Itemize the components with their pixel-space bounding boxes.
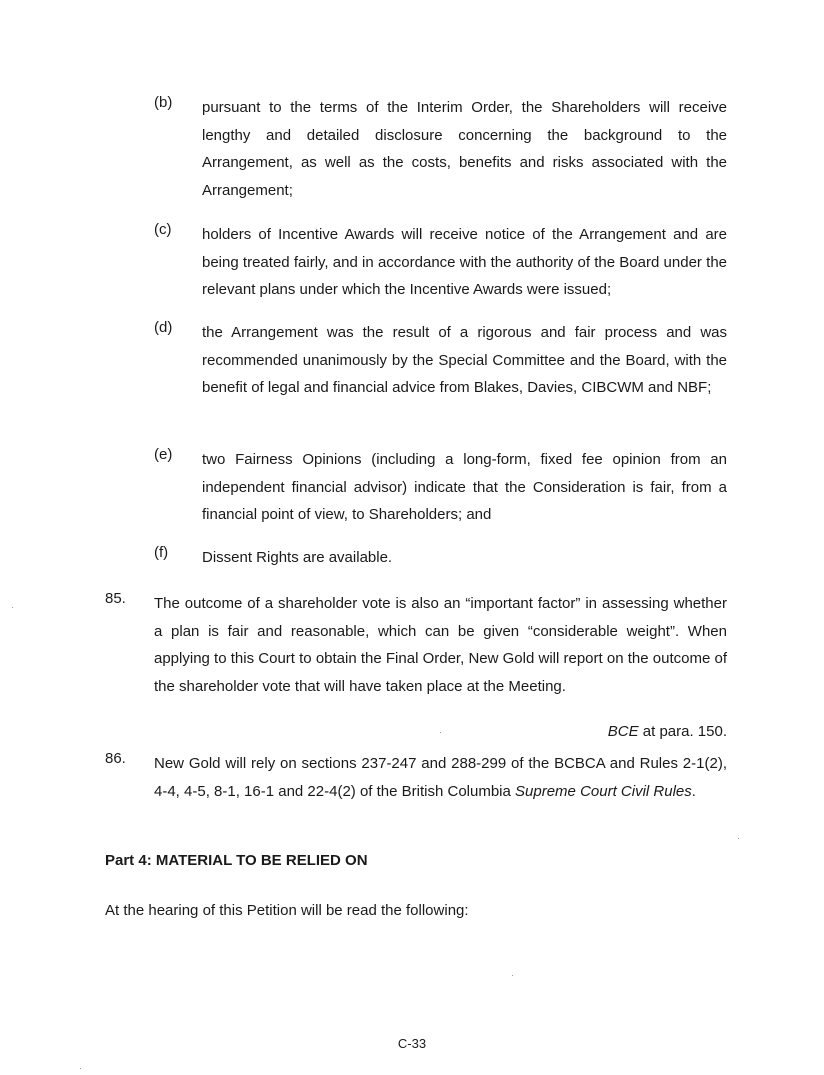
case-citation	[608, 718, 727, 746]
subparagraph-d	[154, 319, 727, 402]
statute-title: Supreme Court Civil Rules	[515, 782, 692, 800]
subparagraph-c	[154, 221, 727, 304]
citation-pinpoint: at para. 150.	[638, 723, 727, 740]
subparagraph-text: holders of Incentive Awards will receive notice of the Arrangement and are being treated fairly, and in accordance with the authority of the Board under the relevant plans under which the Incentive Awards were issued;	[202, 226, 727, 298]
paragraph-85	[105, 590, 727, 700]
subparagraph-label: (b)	[154, 94, 173, 111]
subparagraph-b	[154, 94, 727, 204]
scan-speck	[80, 1068, 81, 1069]
subparagraph-text: the Arrangement was the result of a rigorous and fair process and was recommended unanimously by the Special Committee and the Board, with the benefit of legal and financial advice from Blakes, Davies, CIBCWM and NBF;	[202, 324, 727, 396]
scan-speck	[738, 838, 739, 839]
paragraph-number: 86.	[105, 750, 126, 767]
subparagraph-e	[154, 446, 727, 529]
section-intro: At the hearing of this Petition will be read the following:	[105, 902, 469, 919]
paragraph-text	[154, 750, 727, 805]
scan-speck	[12, 607, 13, 608]
paragraph-86	[105, 750, 727, 805]
subparagraph-text: two Fairness Opinions (including a long-form, fixed fee opinion from an independent financial advisor) indicate that the Consideration is fair, from a financial point of view, to Shareholders; and	[202, 451, 727, 523]
paragraph-number: 85.	[105, 590, 126, 607]
subparagraph-text: pursuant to the terms of the Interim Order, the Shareholders will receive lengthy and detailed disclosure concerning the background to the Arrangement, as well as the costs, benefits and risks associated with the Arrangement;	[202, 99, 727, 199]
subparagraph-text: Dissent Rights are available.	[202, 549, 393, 566]
scan-speck	[440, 732, 441, 733]
scan-speck	[512, 975, 513, 976]
subparagraph-label: (d)	[154, 319, 173, 336]
subparagraph-label: (e)	[154, 446, 173, 463]
subparagraph-label: (c)	[154, 221, 172, 238]
page-number: C-33	[397, 1036, 427, 1051]
subparagraph-f	[154, 544, 727, 572]
citation-case-name: BCE	[607, 723, 639, 740]
paragraph-text-end: .	[691, 782, 696, 800]
paragraph-text-main: New Gold will rely on sections 237-247 and 288-299 of the BCBCA and Rules 2-1(2), 4-4, 4-5, 8-1, 16-1 and 22-4(2) of the British Columbia	[154, 755, 727, 800]
section-heading: Part 4: MATERIAL TO BE RELIED ON	[105, 852, 368, 869]
paragraph-text: The outcome of a shareholder vote is also an “important factor” in assessing whether a plan is fair and reasonable, which can be given “considerable weight”. When applying to this Court to obtain the Final Order, New Gold will report on the outcome of the shareholder vote that will have taken place at the Meeting.	[154, 595, 727, 695]
subparagraph-label: (f)	[154, 544, 169, 561]
